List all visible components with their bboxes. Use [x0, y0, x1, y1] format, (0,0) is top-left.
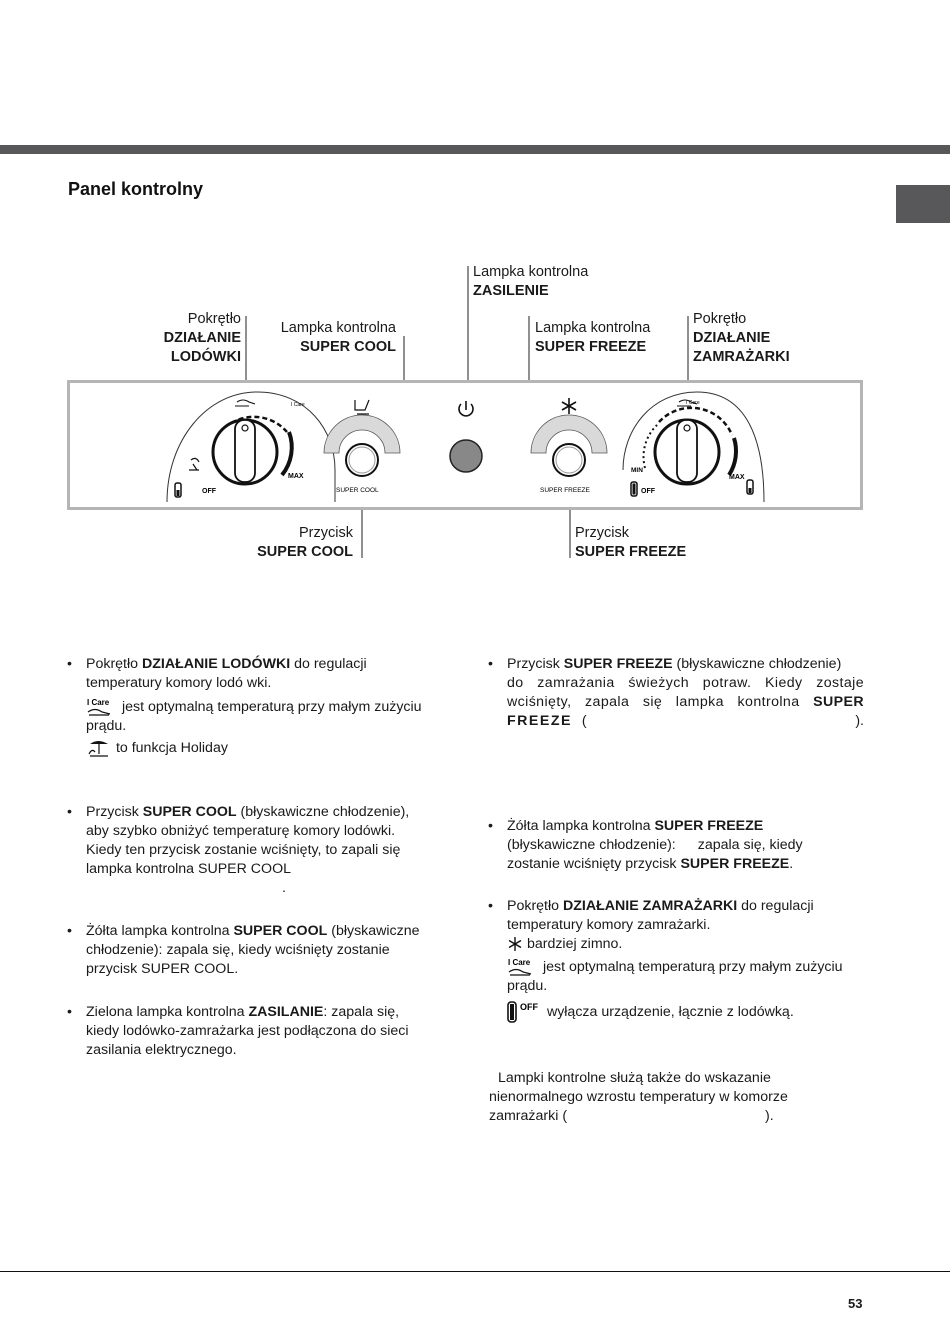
left-bullet-power-lamp: • Zielona lampka kontrolna ZASILANIE: zapala się, kiedy lodówko-zamrażarka jest podłączona do sieci zasilania elektrycznego.	[67, 1004, 409, 1058]
left-bullet-super-cool-lamp: • Żółta lampka kontrolna SUPER COOL (błyskawiczne chłodzenie): zapala się, kiedy wciśnięty zostanie przycisk SUPER COOL.	[67, 923, 420, 977]
callout-freezer-knob: Pokrętło DZIAŁANIE ZAMRAŻARKI	[693, 311, 790, 365]
page-title: Panel kontrolny	[68, 179, 204, 199]
callout-super-cool-button: Przycisk SUPER COOL	[257, 525, 353, 560]
callout-power-lamp: Lampka kontrolna ZASILENIE	[473, 264, 589, 299]
footer-rule	[0, 1271, 950, 1272]
off-label-left: OFF	[202, 488, 216, 495]
control-panel	[67, 380, 863, 510]
leader-lines	[0, 0, 950, 600]
right-bullet-super-freeze-button: • Przycisk SUPER FREEZE (błyskawiczne chłodzenie) do zamrażania świeżych potraw. Kiedy zostaje wciśnięty, zapala się lampka kontrolna SUPER FREEZE ( ).	[488, 656, 864, 729]
page-number: 53	[848, 1296, 863, 1311]
off-label-right: OFF	[641, 488, 655, 495]
right-bullet-super-freeze-lamp: • Żółta lampka kontrolna SUPER FREEZE (błyskawiczne chłodzenie): zapala się, kiedy zostanie wciśnięty przycisk SUPER FREEZE.	[488, 818, 803, 872]
power-lamp	[450, 440, 482, 472]
icare-label-left: I Care	[291, 402, 305, 408]
left-bullet-super-cool-button: • Przycisk SUPER COOL (błyskawiczne chłodzenie), aby szybko obniżyć temperaturę komory lodówki. Kiedy ten przycisk zostanie wciśnięty, to zapali się lampka kontrolna SUPER COOL .	[67, 804, 410, 896]
callout-super-cool-lamp: Lampka kontrolna SUPER COOL	[280, 320, 396, 355]
max-label-left: MAX	[288, 473, 304, 480]
max-label-right: MAX	[729, 474, 745, 481]
super-cool-button-label: SUPER COOL	[336, 487, 379, 494]
icare-icon-right	[507, 957, 539, 977]
callout-super-freeze-button: Przycisk SUPER FREEZE	[575, 525, 687, 560]
svg-text:OFF: OFF	[520, 1002, 538, 1012]
right-note-abnormal-temperature: Lampki kontrolne służą także do wskazanie nienormalnego wzrostu temperatury w komorze zamrażarki ( ).	[489, 1070, 788, 1124]
icare-label-right: I Care	[686, 400, 700, 406]
svg-text:I Care: I Care	[87, 698, 110, 707]
svg-text:I Care: I Care	[508, 958, 531, 967]
snowflake-icon-inline	[507, 936, 523, 952]
callout-super-freeze-lamp: Lampka kontrolna SUPER FREEZE	[535, 320, 651, 355]
right-bullet-freezer-knob: • Pokrętło DZIAŁANIE ZAMRAŻARKI do regulacji temperatury komory zamrażarki. bardziej zimno. I Care jest optymalną temperaturą przy małym zużyciu prądu. OFF wyłącza urządzenie, łącznie z lodówką.	[507, 897, 864, 1024]
min-label-right: MIN	[631, 467, 643, 474]
callout-fridge-knob: Pokrętło DZIAŁANIE LODÓWKI	[163, 311, 241, 365]
off-icon	[507, 1000, 543, 1024]
holiday-icon-inline	[86, 738, 112, 758]
left-bullet-fridge-knob: • Pokrętło DZIAŁANIE LODÓWKI do regulacji temperatury komory lodó wki. I Care jest optymalną temperaturą przy małym zużyciu prądu. to funkcja Holiday	[86, 655, 456, 758]
icare-icon	[86, 697, 118, 717]
super-freeze-button-label: SUPER FREEZE	[540, 487, 590, 494]
